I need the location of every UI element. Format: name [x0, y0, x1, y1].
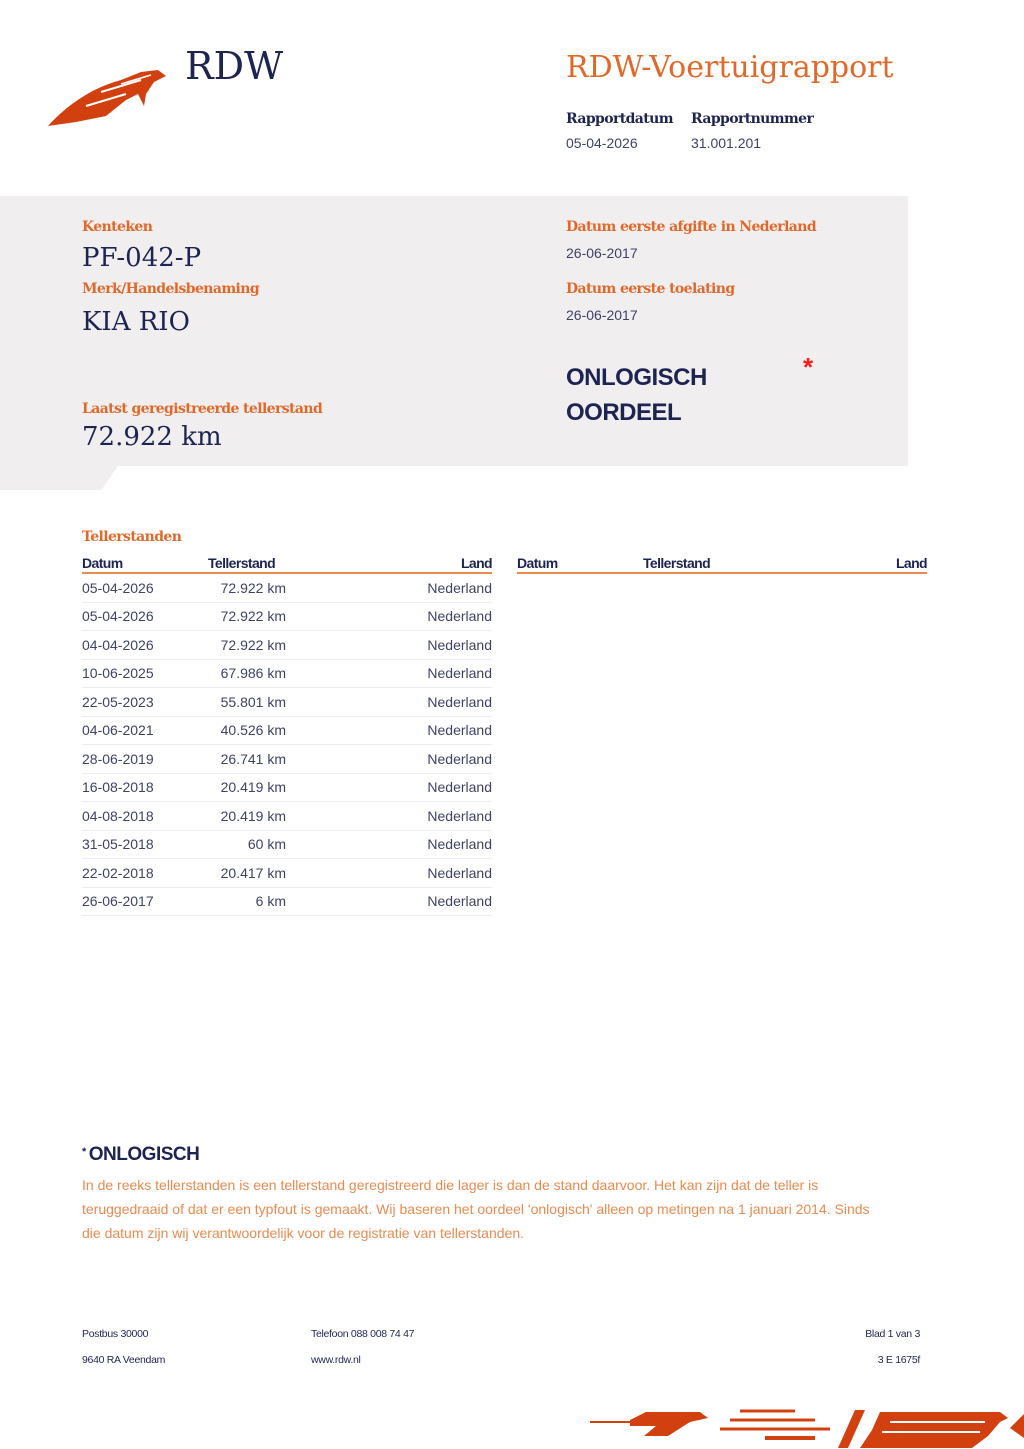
cell-date: 04-04-2026 — [82, 636, 154, 653]
table-row — [82, 888, 492, 917]
note-title — [82, 1144, 199, 1166]
cell-country: Nederland — [427, 608, 492, 625]
report-title: RDW-Voertuigrapport — [566, 50, 894, 85]
first-issue-nl-value: 26-06-2017 — [566, 245, 638, 261]
cell-odometer: 26.741 km — [220, 750, 286, 767]
cell-date: 31-05-2018 — [82, 836, 154, 853]
column-header-odometer: Tellerstand — [643, 555, 711, 571]
footer-address-line-2: 9640 RA Veendam — [82, 1354, 166, 1366]
logo-text: RDW — [185, 44, 284, 88]
cell-odometer: 20.419 km — [220, 807, 286, 824]
cell-odometer: 72.922 km — [220, 636, 286, 653]
kenteken-value: PF-042-P — [82, 243, 202, 273]
readings-table-right — [517, 548, 927, 574]
verdict-asterisk-icon: * — [803, 352, 814, 382]
cell-date: 05-04-2026 — [82, 579, 154, 596]
first-admission-value: 26-06-2017 — [566, 307, 638, 323]
cell-odometer: 40.526 km — [220, 722, 286, 739]
cell-date: 04-08-2018 — [82, 807, 154, 824]
table-row — [82, 603, 492, 632]
merk-value: KIA RIO — [82, 307, 190, 337]
rdw-logo-icon — [46, 66, 168, 128]
table-row — [82, 631, 492, 660]
table-row — [82, 688, 492, 717]
footer-website-link[interactable]: www.rdw.nl — [311, 1354, 361, 1366]
cell-country: Nederland — [427, 836, 492, 853]
cell-date: 10-06-2025 — [82, 665, 154, 682]
cell-country: Nederland — [427, 864, 492, 881]
note-asterisk-icon: * — [82, 1146, 86, 1158]
footer-address-line-1: Postbus 30000 — [82, 1328, 149, 1340]
readings-table-left — [82, 548, 492, 916]
column-header-country: Land — [895, 555, 927, 571]
cell-odometer: 55.801 km — [220, 693, 286, 710]
kenteken-label: Kenteken — [82, 219, 153, 235]
column-header-country: Land — [460, 555, 492, 571]
first-issue-nl-label: Datum eerste afgifte in Nederland — [566, 219, 817, 235]
cell-country: Nederland — [427, 807, 492, 824]
merk-label: Merk/Handelsbenaming — [82, 281, 260, 297]
table-row — [82, 745, 492, 774]
cell-odometer: 72.922 km — [220, 608, 286, 625]
cell-odometer: 20.419 km — [220, 779, 286, 796]
odometer-value: 72.922 km — [82, 422, 222, 452]
cell-odometer: 60 km — [247, 836, 286, 853]
table-row — [82, 717, 492, 746]
cell-odometer: 67.986 km — [220, 665, 286, 682]
cell-country: Nederland — [427, 665, 492, 682]
cell-country: Nederland — [427, 722, 492, 739]
note-text: In de reeks tellerstanden is een tellerstand geregistreerd die lager is dan de stand daarvoor. Het kan zijn dat de teller is teruggedraaid of dat er een typfout is gemaakt. Wij baseren het oordeel 'onlogisch' alleen op metingen na 1 januari 2014. Sinds die datum zijn wij verantwoordelijk voor de registratie van tellerstanden. — [82, 1177, 870, 1241]
cell-odometer: 6 km — [255, 893, 286, 910]
odometer-label: Laatst geregistreerde tellerstand — [82, 401, 323, 417]
cell-country: Nederland — [427, 750, 492, 767]
table-row — [82, 802, 492, 831]
cell-country: Nederland — [427, 636, 492, 653]
rdw-stripe-mark-icon — [590, 1408, 1024, 1449]
cell-date: 04-06-2021 — [82, 722, 154, 739]
cell-date: 22-02-2018 — [82, 864, 154, 881]
verdict-line-2: OORDEEL — [566, 399, 682, 426]
table-header — [517, 548, 927, 574]
cell-date: 16-08-2018 — [82, 779, 154, 796]
cell-date: 28-06-2019 — [82, 750, 154, 767]
cell-date: 22-05-2023 — [82, 693, 154, 710]
table-row — [82, 774, 492, 803]
cell-date: 26-06-2017 — [82, 893, 154, 910]
note-title-text: ONLOGISCH — [88, 1144, 200, 1165]
report-number-value: 31.001.201 — [691, 135, 762, 151]
table-row — [82, 831, 492, 860]
table-row — [82, 660, 492, 689]
footer-page-number: Blad 1 van 3 — [865, 1328, 920, 1340]
cell-country: Nederland — [427, 779, 492, 796]
report-number-label: Rapportnummer — [691, 111, 814, 127]
column-header-date: Datum — [82, 555, 123, 571]
readings-title: Tellerstanden — [82, 529, 182, 545]
summary-panel-step — [0, 466, 118, 490]
verdict — [566, 360, 707, 430]
table-header — [82, 548, 492, 574]
column-header-odometer: Tellerstand — [208, 555, 276, 571]
cell-odometer: 20.417 km — [220, 864, 286, 881]
table-row — [82, 574, 492, 603]
cell-date: 05-04-2026 — [82, 608, 154, 625]
report-date-value: 05-04-2026 — [566, 135, 638, 151]
footer-document-code: 3 E 1675f — [877, 1354, 920, 1366]
cell-country: Nederland — [427, 579, 492, 596]
cell-country: Nederland — [427, 693, 492, 710]
report-date-label: Rapportdatum — [566, 111, 673, 127]
table-row — [82, 859, 492, 888]
verdict-line-1: ONLOGISCH — [566, 364, 707, 391]
first-admission-label: Datum eerste toelating — [566, 281, 735, 297]
footer-phone: Telefoon 088 008 74 47 — [311, 1328, 415, 1340]
column-header-date: Datum — [517, 555, 558, 571]
cell-odometer: 72.922 km — [220, 579, 286, 596]
cell-country: Nederland — [427, 893, 492, 910]
